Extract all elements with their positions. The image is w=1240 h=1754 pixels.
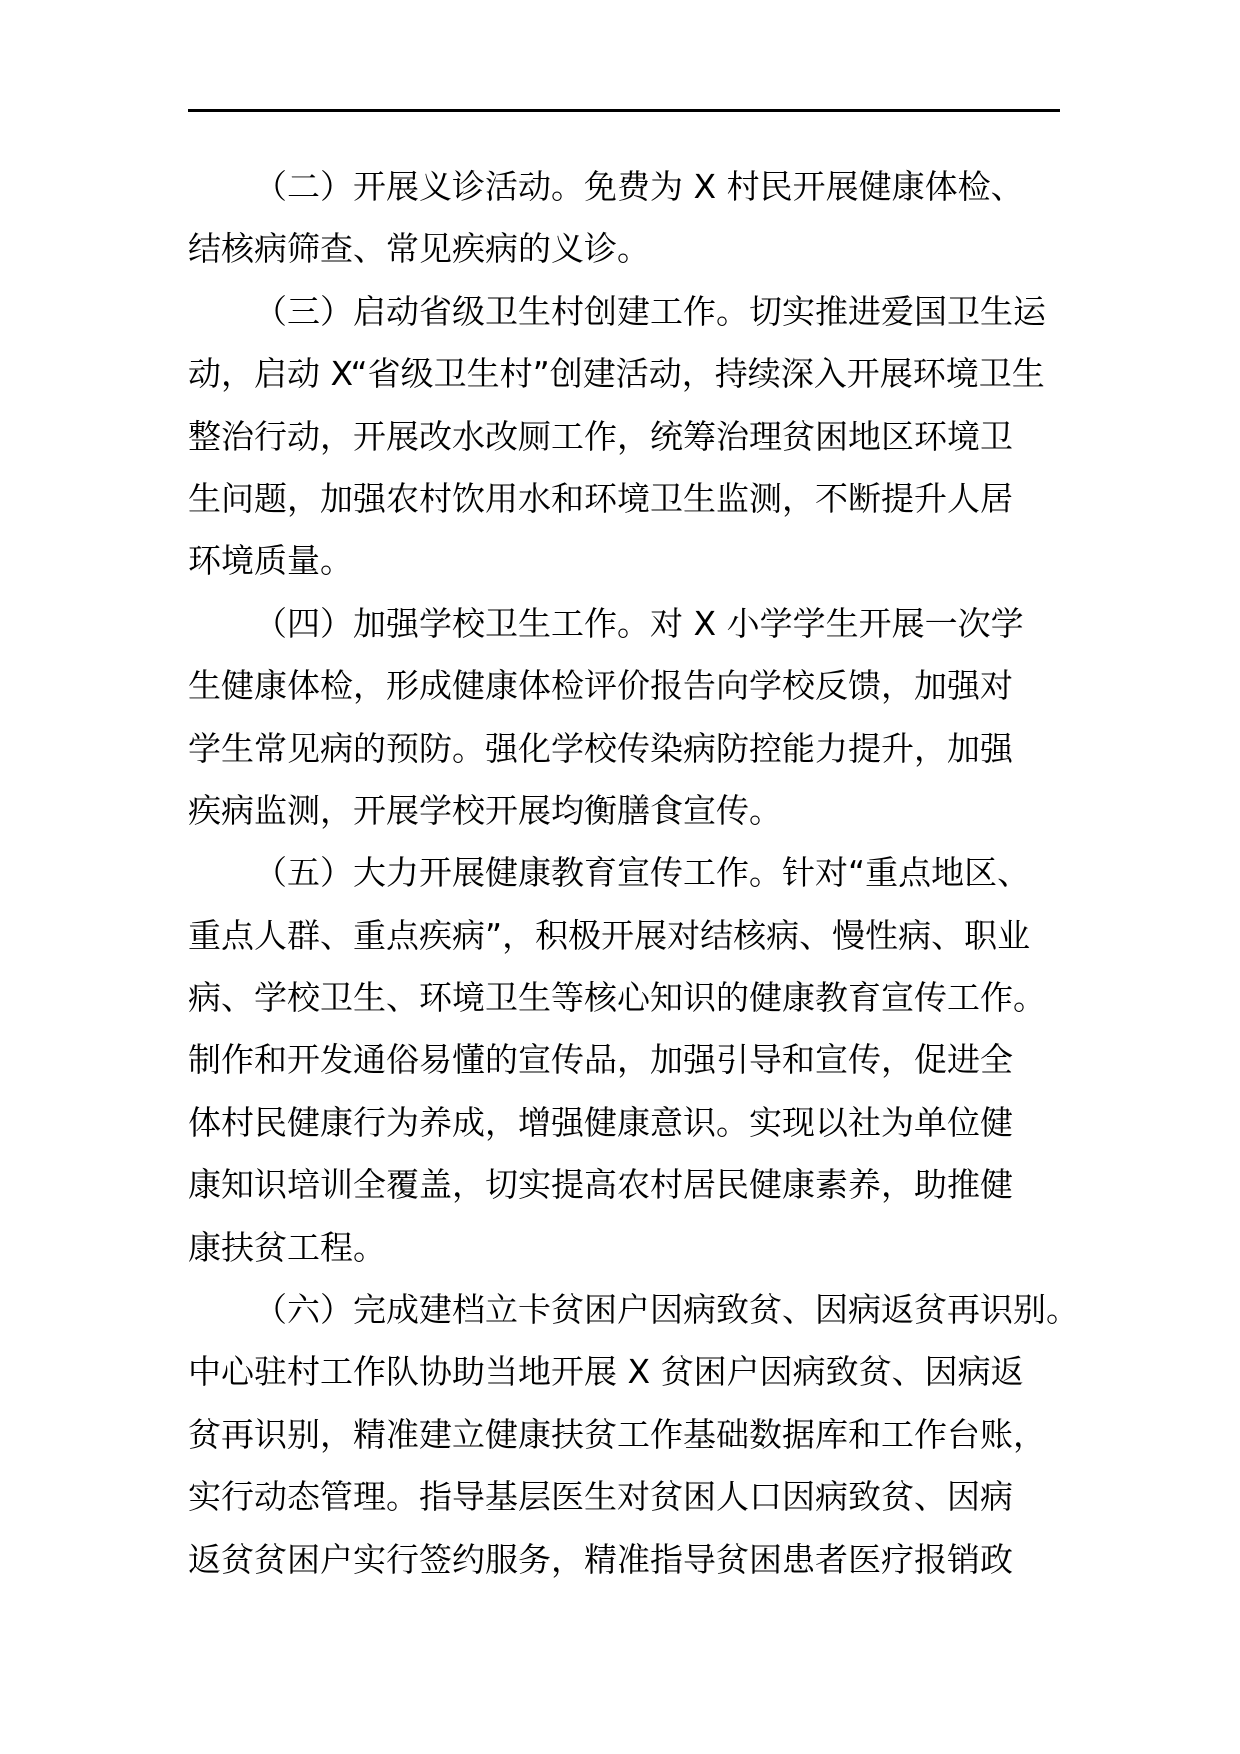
text-line: 生健康体检，形成健康体检评价报告向学校反馈，加强对 (188, 666, 1013, 706)
text-line: （六）完成建档立卡贫困户因病致贫、因病返贫再识别。 (254, 1290, 1079, 1330)
text-line: 实行动态管理。指导基层医生对贫困人口因病致贫、因病 (188, 1477, 1013, 1517)
text-line: （五）大力开展健康教育宣传工作。针对“重点地区、 (254, 853, 1031, 893)
document-body (188, 156, 1078, 1591)
text-line: 返贫贫困户实行签约服务，精准指导贫困患者医疗报销政 (188, 1539, 1013, 1579)
text-line: 贫再识别，精准建立健康扶贫工作基础数据库和工作台账， (188, 1414, 1046, 1454)
text-line: （二）开展义诊活动。免费为 X 村民开展健康体检、 (254, 167, 1024, 206)
text-line: 重点人群、重点疾病”，积极开展对结核病、慢性病、职业 (188, 915, 1031, 955)
text-line: 生问题，加强农村饮用水和环境卫生监测，不断提升人居 (188, 478, 1013, 518)
text-line: 整治行动，开展改水改厕工作，统筹治理贫困地区环境卫 (188, 416, 1013, 456)
text-line: 学生常见病的预防。强化学校传染病防控能力提升，加强 (188, 728, 1013, 768)
text-line: 中心驻村工作队协助当地开展 X 贫困户因病致贫、因病返 (188, 1352, 1024, 1392)
text-line: 环境质量。 (188, 541, 353, 581)
text-line: （四）加强学校卫生工作。对 X 小学学生开展一次学 (254, 603, 1024, 643)
header-rule (188, 109, 1060, 112)
text-line: （三）启动省级卫生村创建工作。切实推进爱国卫生运 (254, 291, 1046, 331)
text-line: 康知识培训全覆盖，切实提高农村居民健康素养，助推健 (188, 1165, 1013, 1205)
text-line: 病、学校卫生、环境卫生等核心知识的健康教育宣传工作。 (188, 978, 1046, 1018)
text-line: 结核病筛查、常见疾病的义诊。 (188, 229, 650, 269)
text-line: 体村民健康行为养成，增强健康意识。实现以社为单位健 (188, 1102, 1013, 1142)
text-line: 疾病监测，开展学校开展均衡膳食宣传。 (188, 790, 782, 830)
text-line: 制作和开发通俗易懂的宣传品，加强引导和宣传，促进全 (188, 1040, 1013, 1080)
text-line: 动，启动 X“省级卫生村”创建活动，持续深入开展环境卫生 (188, 354, 1045, 394)
text-line: 康扶贫工程。 (188, 1227, 386, 1267)
